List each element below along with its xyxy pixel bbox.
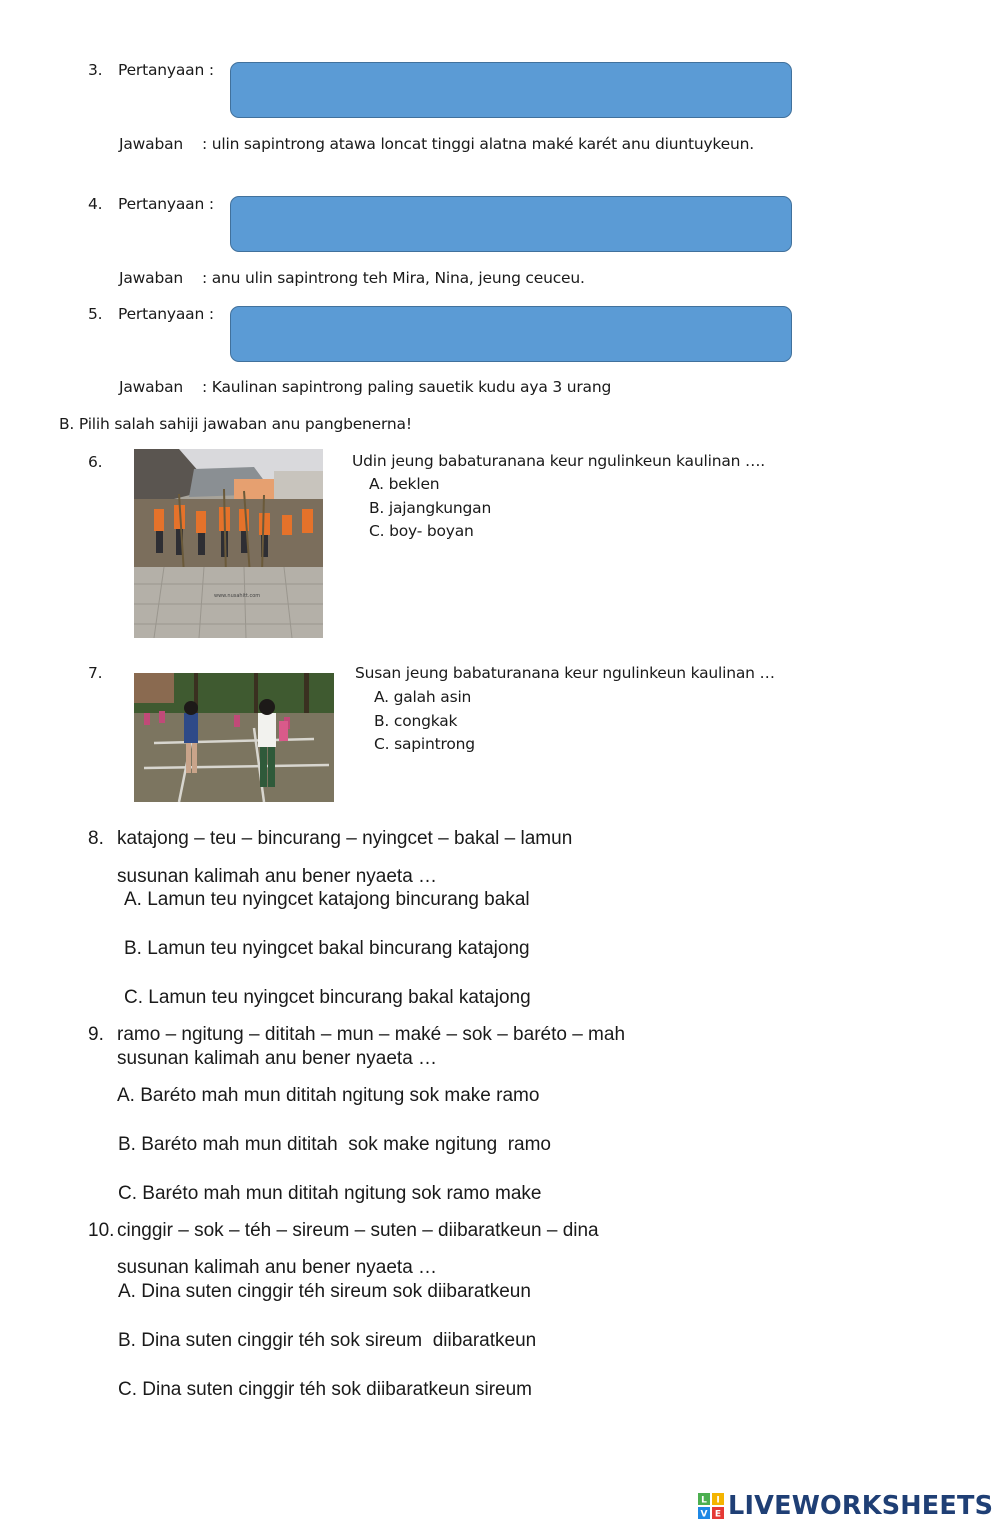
q3-question-input[interactable]	[230, 62, 792, 118]
q6-option-b[interactable]: B. jajangkungan	[369, 499, 492, 517]
q4-answer: : anu ulin sapintrong teh Mira, Nina, jeung ceuceu.	[202, 269, 585, 287]
q7-option-a[interactable]: A. galah asin	[374, 688, 472, 706]
q8-option-a[interactable]: A. Lamun teu nyingcet katajong bincurang bakal	[124, 889, 530, 910]
q5-answer-label: Jawaban	[119, 378, 184, 396]
q3-answer: : ulin sapintrong atawa loncat tinggi alatna maké karét anu diuntuykeun.	[202, 135, 754, 153]
q3-label: Pertanyaan :	[118, 61, 214, 79]
q5-number: 5.	[88, 305, 103, 323]
q9-prompt: susunan kalimah anu bener nyaeta …	[117, 1048, 438, 1069]
svg-text:E: E	[714, 1509, 722, 1519]
q8-words: katajong – teu – bincurang – nyingcet – bakal – lamun	[117, 828, 573, 849]
q7-number: 7.	[88, 664, 103, 682]
q10-option-a[interactable]: A. Dina suten cinggir téh sireum sok diibaratkeun	[118, 1281, 531, 1302]
q3-number: 3.	[88, 61, 103, 79]
q6-number: 6.	[88, 453, 103, 471]
stilts-game-photo	[134, 449, 323, 638]
q4-label: Pertanyaan :	[118, 195, 214, 213]
q9-option-b[interactable]: B. Baréto mah mun dititah sok make ngitung ramo	[118, 1134, 551, 1155]
q8-number: 8.	[88, 828, 104, 849]
brand-name: LIVEWORKSHEETS	[728, 1491, 994, 1521]
q6-option-a[interactable]: A. beklen	[369, 475, 440, 493]
q5-question-input[interactable]	[230, 306, 792, 362]
q7-question: Susan jeung babaturanana keur ngulinkeun kaulinan …	[355, 664, 775, 682]
q6-question: Udin jeung babaturanana keur ngulinkeun kaulinan ….	[352, 452, 765, 470]
svg-text:I: I	[716, 1495, 720, 1506]
q8-prompt: susunan kalimah anu bener nyaeta …	[117, 866, 438, 887]
q10-words: cinggir – sok – téh – sireum – suten – diibaratkeun – dina	[117, 1220, 599, 1241]
q5-answer: : Kaulinan sapintrong paling sauetik kudu aya 3 urang	[202, 378, 612, 396]
q7-option-b[interactable]: B. congkak	[374, 712, 458, 730]
jump-rope-photo	[134, 673, 334, 802]
q8-option-c[interactable]: C. Lamun teu nyingcet bincurang bakal katajong	[124, 987, 531, 1008]
q4-answer-label: Jawaban	[119, 269, 184, 287]
q9-option-a[interactable]: A. Baréto mah mun dititah ngitung sok make ramo	[117, 1085, 540, 1106]
q9-number: 9.	[88, 1024, 104, 1045]
q9-option-c[interactable]: C. Baréto mah mun dititah ngitung sok ramo make	[118, 1183, 542, 1204]
svg-text:V: V	[700, 1509, 708, 1519]
section-b-heading: B. Pilih salah sahiji jawaban anu pangbenerna!	[59, 415, 412, 433]
q10-option-c[interactable]: C. Dina suten cinggir téh sok diibaratkeun sireum	[118, 1379, 532, 1400]
q7-option-c[interactable]: C. sapintrong	[374, 735, 475, 753]
svg-text:L: L	[701, 1495, 707, 1506]
photo-watermark: www.nusahitt.com	[214, 593, 261, 599]
q10-prompt: susunan kalimah anu bener nyaeta …	[117, 1257, 438, 1278]
q6-option-c[interactable]: C. boy- boyan	[369, 522, 474, 540]
q3-answer-label: Jawaban	[119, 135, 184, 153]
q10-option-b[interactable]: B. Dina suten cinggir téh sok sireum diibaratkeun	[118, 1330, 537, 1351]
liveworksheets-logo-icon	[698, 1493, 724, 1519]
q4-number: 4.	[88, 195, 103, 213]
q8-option-b[interactable]: B. Lamun teu nyingcet bakal bincurang katajong	[124, 938, 530, 959]
q9-words: ramo – ngitung – dititah – mun – maké – sok – baréto – mah	[117, 1024, 626, 1045]
q10-number: 10.	[88, 1220, 115, 1241]
q5-label: Pertanyaan :	[118, 305, 214, 323]
liveworksheets-brand[interactable]	[698, 1490, 993, 1522]
q4-question-input[interactable]	[230, 196, 792, 252]
